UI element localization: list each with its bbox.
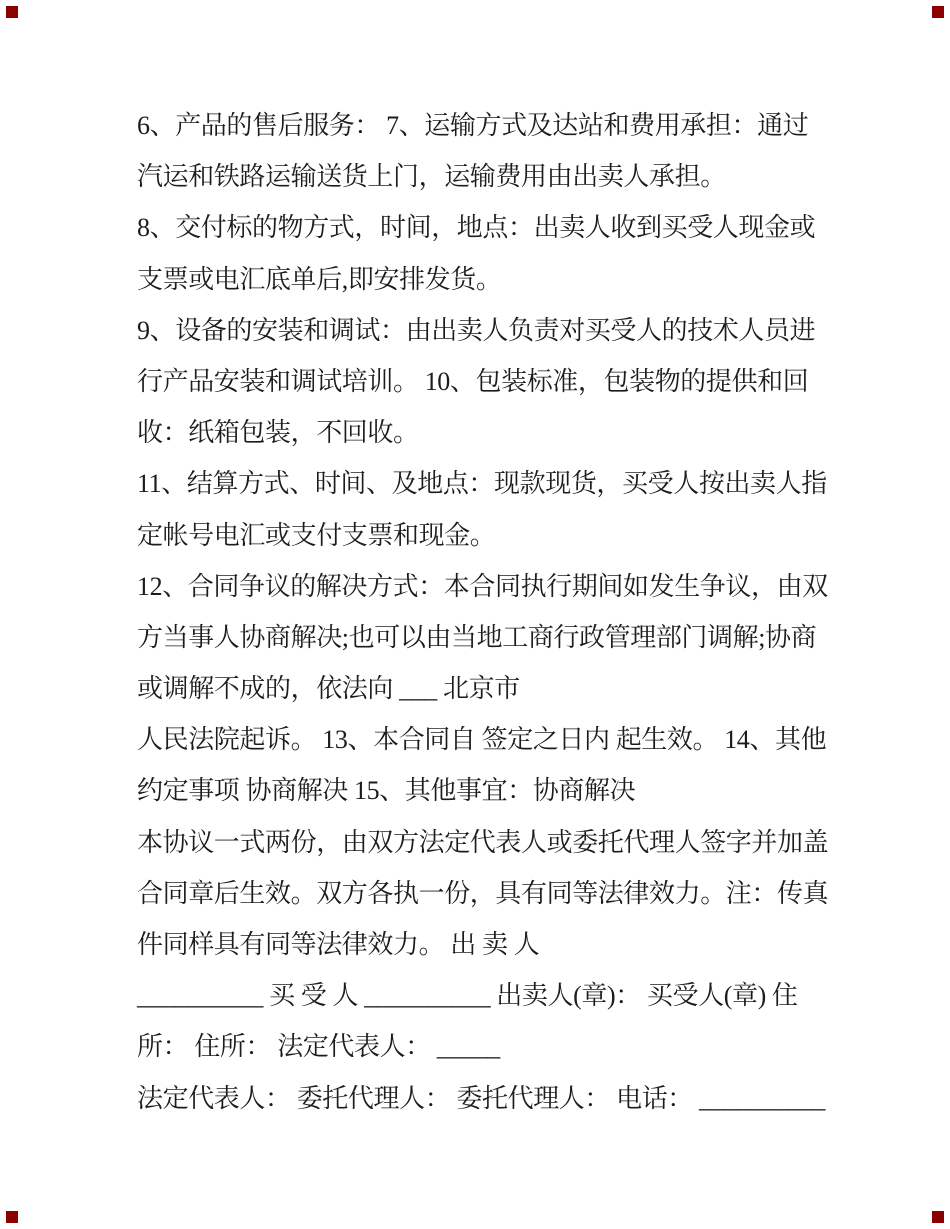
document-line: __________ 买 受 人 __________ 出卖人(章)： 买受人(章) 住: [137, 981, 798, 1011]
document-line: 件同样具有同等法律效力。 出 卖 人: [137, 930, 540, 959]
corner-marker-bottom-right: [932, 1211, 944, 1223]
document-line: 所： 住所： 法定代表人： _____: [137, 1032, 500, 1062]
document-line: 收：纸箱包装，不回收。: [137, 418, 419, 448]
corner-marker-bottom-left: [6, 1211, 18, 1223]
document-line: 方当事人协商解决;也可以由当地工商行政管理部门调解;协商: [137, 622, 817, 652]
document-line: 11、结算方式、时间、及地点：现款现货，买受人按出卖人指: [137, 469, 827, 499]
document-line: 行产品安装和调试培训。 10、包装标准，包装物的提供和回: [137, 366, 809, 396]
document-line: 9、设备的安装和调试：由出卖人负责对买受人的技术人员进: [137, 315, 816, 345]
document-line: 或调解不成的，依法向 ___ 北京市: [137, 674, 520, 704]
corner-marker-top-left: [6, 6, 18, 18]
document-line: 人民法院起诉。 13、本合同自 签定之日内 起生效。 14、其他: [137, 725, 827, 755]
contract-body-text: [137, 100, 837, 1124]
document-line: 支票或电汇底单后,即安排发货。: [137, 264, 502, 294]
document-line: 12、合同争议的解决方式：本合同执行期间如发生争议，由双: [137, 571, 828, 601]
document-line: 合同章后生效。双方各执一份，具有同等法律效力。注：传真: [137, 878, 829, 908]
corner-marker-top-right: [932, 6, 944, 18]
document-line: 法定代表人： 委托代理人： 委托代理人： 电话： __________: [137, 1083, 826, 1113]
document-line: 8、交付标的物方式，时间，地点：出卖人收到买受人现金或: [137, 213, 816, 243]
document-line: 定帐号电汇或支付支票和现金。: [137, 520, 496, 550]
document-line: 汽运和铁路运输送货上门，运输费用由出卖人承担。: [137, 162, 726, 192]
document-line: 本协议一式两份，由双方法定代表人或委托代理人签字并加盖: [137, 827, 829, 857]
document-line: 6、产品的售后服务： 7、运输方式及达站和费用承担：通过: [137, 111, 809, 140]
document-line: 约定事项 协商解决 15、其他事宜：协商解决: [137, 776, 636, 806]
